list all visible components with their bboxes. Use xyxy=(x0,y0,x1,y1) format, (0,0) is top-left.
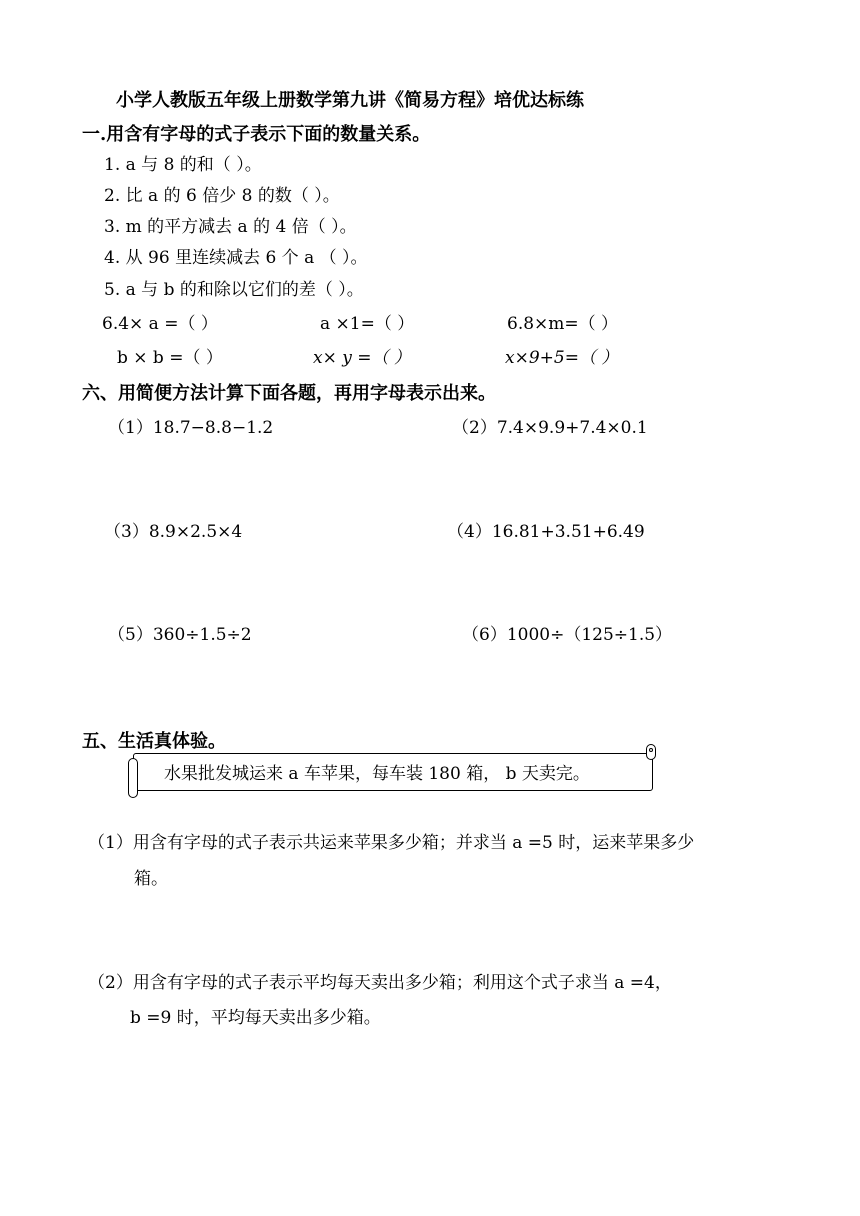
expr-b-b: b × b =（ ） xyxy=(117,348,223,368)
scroll-right-roll xyxy=(646,744,656,760)
expr-x-y: x× y =（ ） xyxy=(313,348,411,368)
question-2-line-2: b =9 时，平均每天卖出多少箱。 xyxy=(130,1008,381,1028)
section1-item-1: 1. a 与 8 的和（ ）。 xyxy=(104,155,262,175)
expr-x-9-5: x×9+5=（ ） xyxy=(505,348,619,368)
problem-3: （3）8.9×2.5×4 xyxy=(104,522,243,542)
expr-6-4-a: 6.4× a =（ ） xyxy=(102,314,218,334)
section3-heading: 五、生活真体验。 xyxy=(82,731,226,752)
problem-2: （2）7.4×9.9+7.4×0.1 xyxy=(452,418,648,438)
scroll-text: 水果批发城运来 a 车苹果，每车装 180 箱， b 天卖完。 xyxy=(164,764,590,784)
section1-item-3: 3. m 的平方减去 a 的 4 倍（ ）。 xyxy=(104,217,357,237)
section1-item-5: 5. a 与 b 的和除以它们的差（ ）。 xyxy=(104,280,364,300)
expr-6-8-m: 6.8×m=（ ） xyxy=(507,314,619,334)
expr-a-1: a ×1=（ ） xyxy=(320,314,415,334)
question-1-line-1: （1）用含有字母的式子表示共运来苹果多少箱；并求当 a =5 时，运来苹果多少 xyxy=(88,833,695,853)
problem-6: （6）1000÷（125÷1.5） xyxy=(462,625,673,645)
section2-heading: 六、用简便方法计算下面各题，再用字母表示出来。 xyxy=(82,383,496,404)
section1-item-4: 4. 从 96 里连续减去 6 个 a （ ）。 xyxy=(104,248,368,268)
scroll-left-roll xyxy=(128,758,138,798)
question-2-line-1: （2）用含有字母的式子表示平均每天卖出多少箱；利用这个式子求当 a =4， xyxy=(88,973,672,993)
section1-item-2: 2. 比 a 的 6 倍少 8 的数（ ）。 xyxy=(104,186,340,206)
section1-heading: 一.用含有字母的式子表示下面的数量关系。 xyxy=(82,124,431,145)
problem-4: （4）16.81+3.51+6.49 xyxy=(447,522,645,542)
problem-5: （5）360÷1.5÷2 xyxy=(108,625,252,645)
scroll-curl xyxy=(649,748,653,752)
problem-1: （1）18.7−8.8−1.2 xyxy=(108,418,274,438)
page-title: 小学人教版五年级上册数学第九讲《简易方程》培优达标练 xyxy=(116,90,584,111)
question-1-line-2: 箱。 xyxy=(134,869,168,889)
